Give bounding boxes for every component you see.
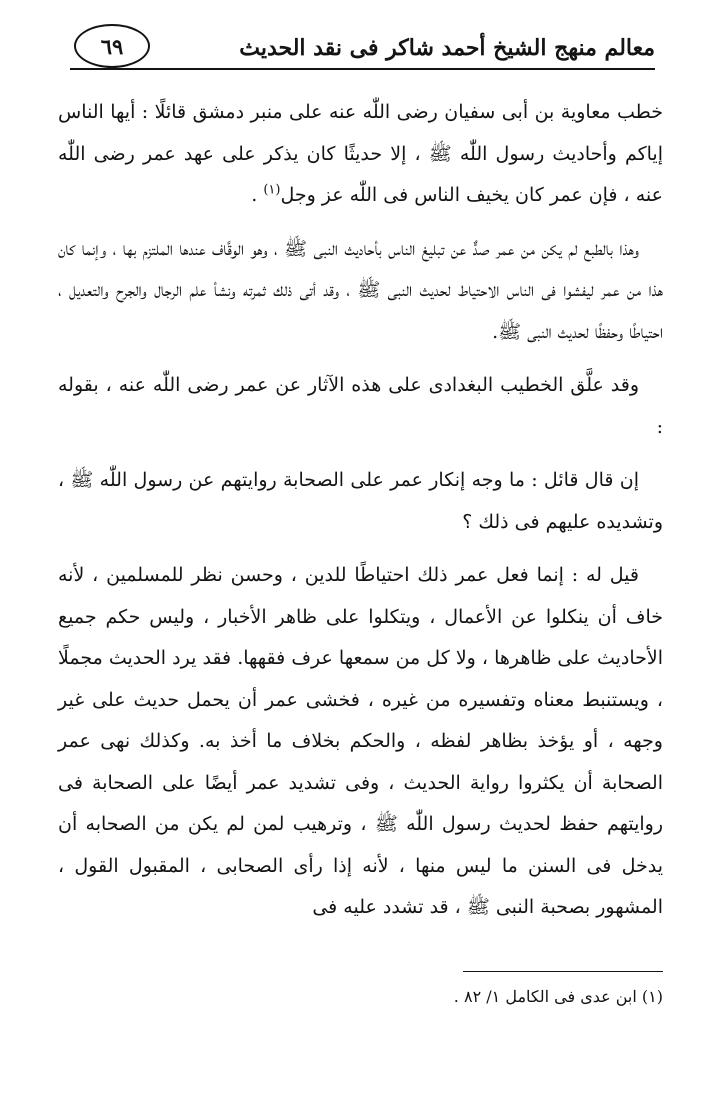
paragraph-3: وقد علَّق الخطيب البغدادى على هذه الآثار عن عمر رضى اللّٰه عنه ، بقوله : <box>58 374 663 438</box>
header-rule <box>70 68 655 70</box>
page-number-oval <box>74 24 150 68</box>
body-text <box>58 92 663 929</box>
paragraph-1 <box>58 92 663 217</box>
paragraph-5: قيل له : إنما فعل عمر ذلك احتياطًا للدين ، وحسن نظر للمسلمين ، لأنه خاف أن ينكلوا عن الأعمال ، ويتكلوا على ظاهر الأخبار ، وليس حكم جميع الأحاديث على ظاهرها ، ولا كل من سمعها عرف فقهها. فقد يرد الحديث مجملًا ، ويستنبط معناه وتفسيره من غيره ، فخشى عمر أن يحمل حديث على غير وجهه ، أو يؤخذ بظاهر لفظه ، والحكم بخلاف ما أخذ به. وكذلك نهى عمر الصحابة أن يكثروا رواية الحديث ، وفى تشديد عمر أيضًا على الصحابة فى روايتهم حفظ لحديث رسول اللّٰه ﷺ ، وترهيب لمن لم يكن من الصحابه أن يدخل فى السنن ما ليس منها ، لأنه إذا رأى الصحابى ، المقبول القول ، المشهور بصحبة النبى ﷺ ، قد تشدد عليه فى <box>58 564 663 918</box>
paragraph-4: إن قال قائل : ما وجه إنكار عمر على الصحابة روايتهم عن رسول اللّٰه ﷺ ، وتشديده عليهم فى ذلك ؟ <box>58 469 663 533</box>
footnote: (١) ابن عدى فى الكامل ١/ ٨٢ . <box>453 987 663 1006</box>
running-title: معالم منهج الشيخ أحمد شاكر فى نقد الحديث <box>239 35 655 61</box>
paragraph-1-text: خطب معاوية بن أبى سفيان رضى اللّٰه عنه على منبر دمشق قائلًا : أيها الناس إياكم وأحاديث رسول اللّٰه ﷺ ، إلا حديثًا كان يذكر على عهد عمر رضى اللّٰه عنه ، فإن عمر كان يخيف الناس فى اللّٰه عز وجل <box>58 101 663 206</box>
paragraph-2: وهذا بالطبع لم يكن من عمر صدٌّ عن تبليغ الناس بأحاديث النبى ﷺ ، وهو الوقَّاف عندها الملتزم بها ، وإنما كان هذا من عمر ليفشوا فى الناس الاحتياط لحديث النبى ﷺ ، وقد أتى ذلك ثمرته ونشأ علم الرجال والجرح والتعديل ، احتياطًا وحفظًا لحديث النبى ﷺ. <box>58 237 663 343</box>
page-number: ٦٩ <box>100 33 124 59</box>
footnote-reference: (١) <box>263 182 281 198</box>
footnote-rule <box>463 971 663 972</box>
paragraph-1-end: . <box>251 184 264 206</box>
